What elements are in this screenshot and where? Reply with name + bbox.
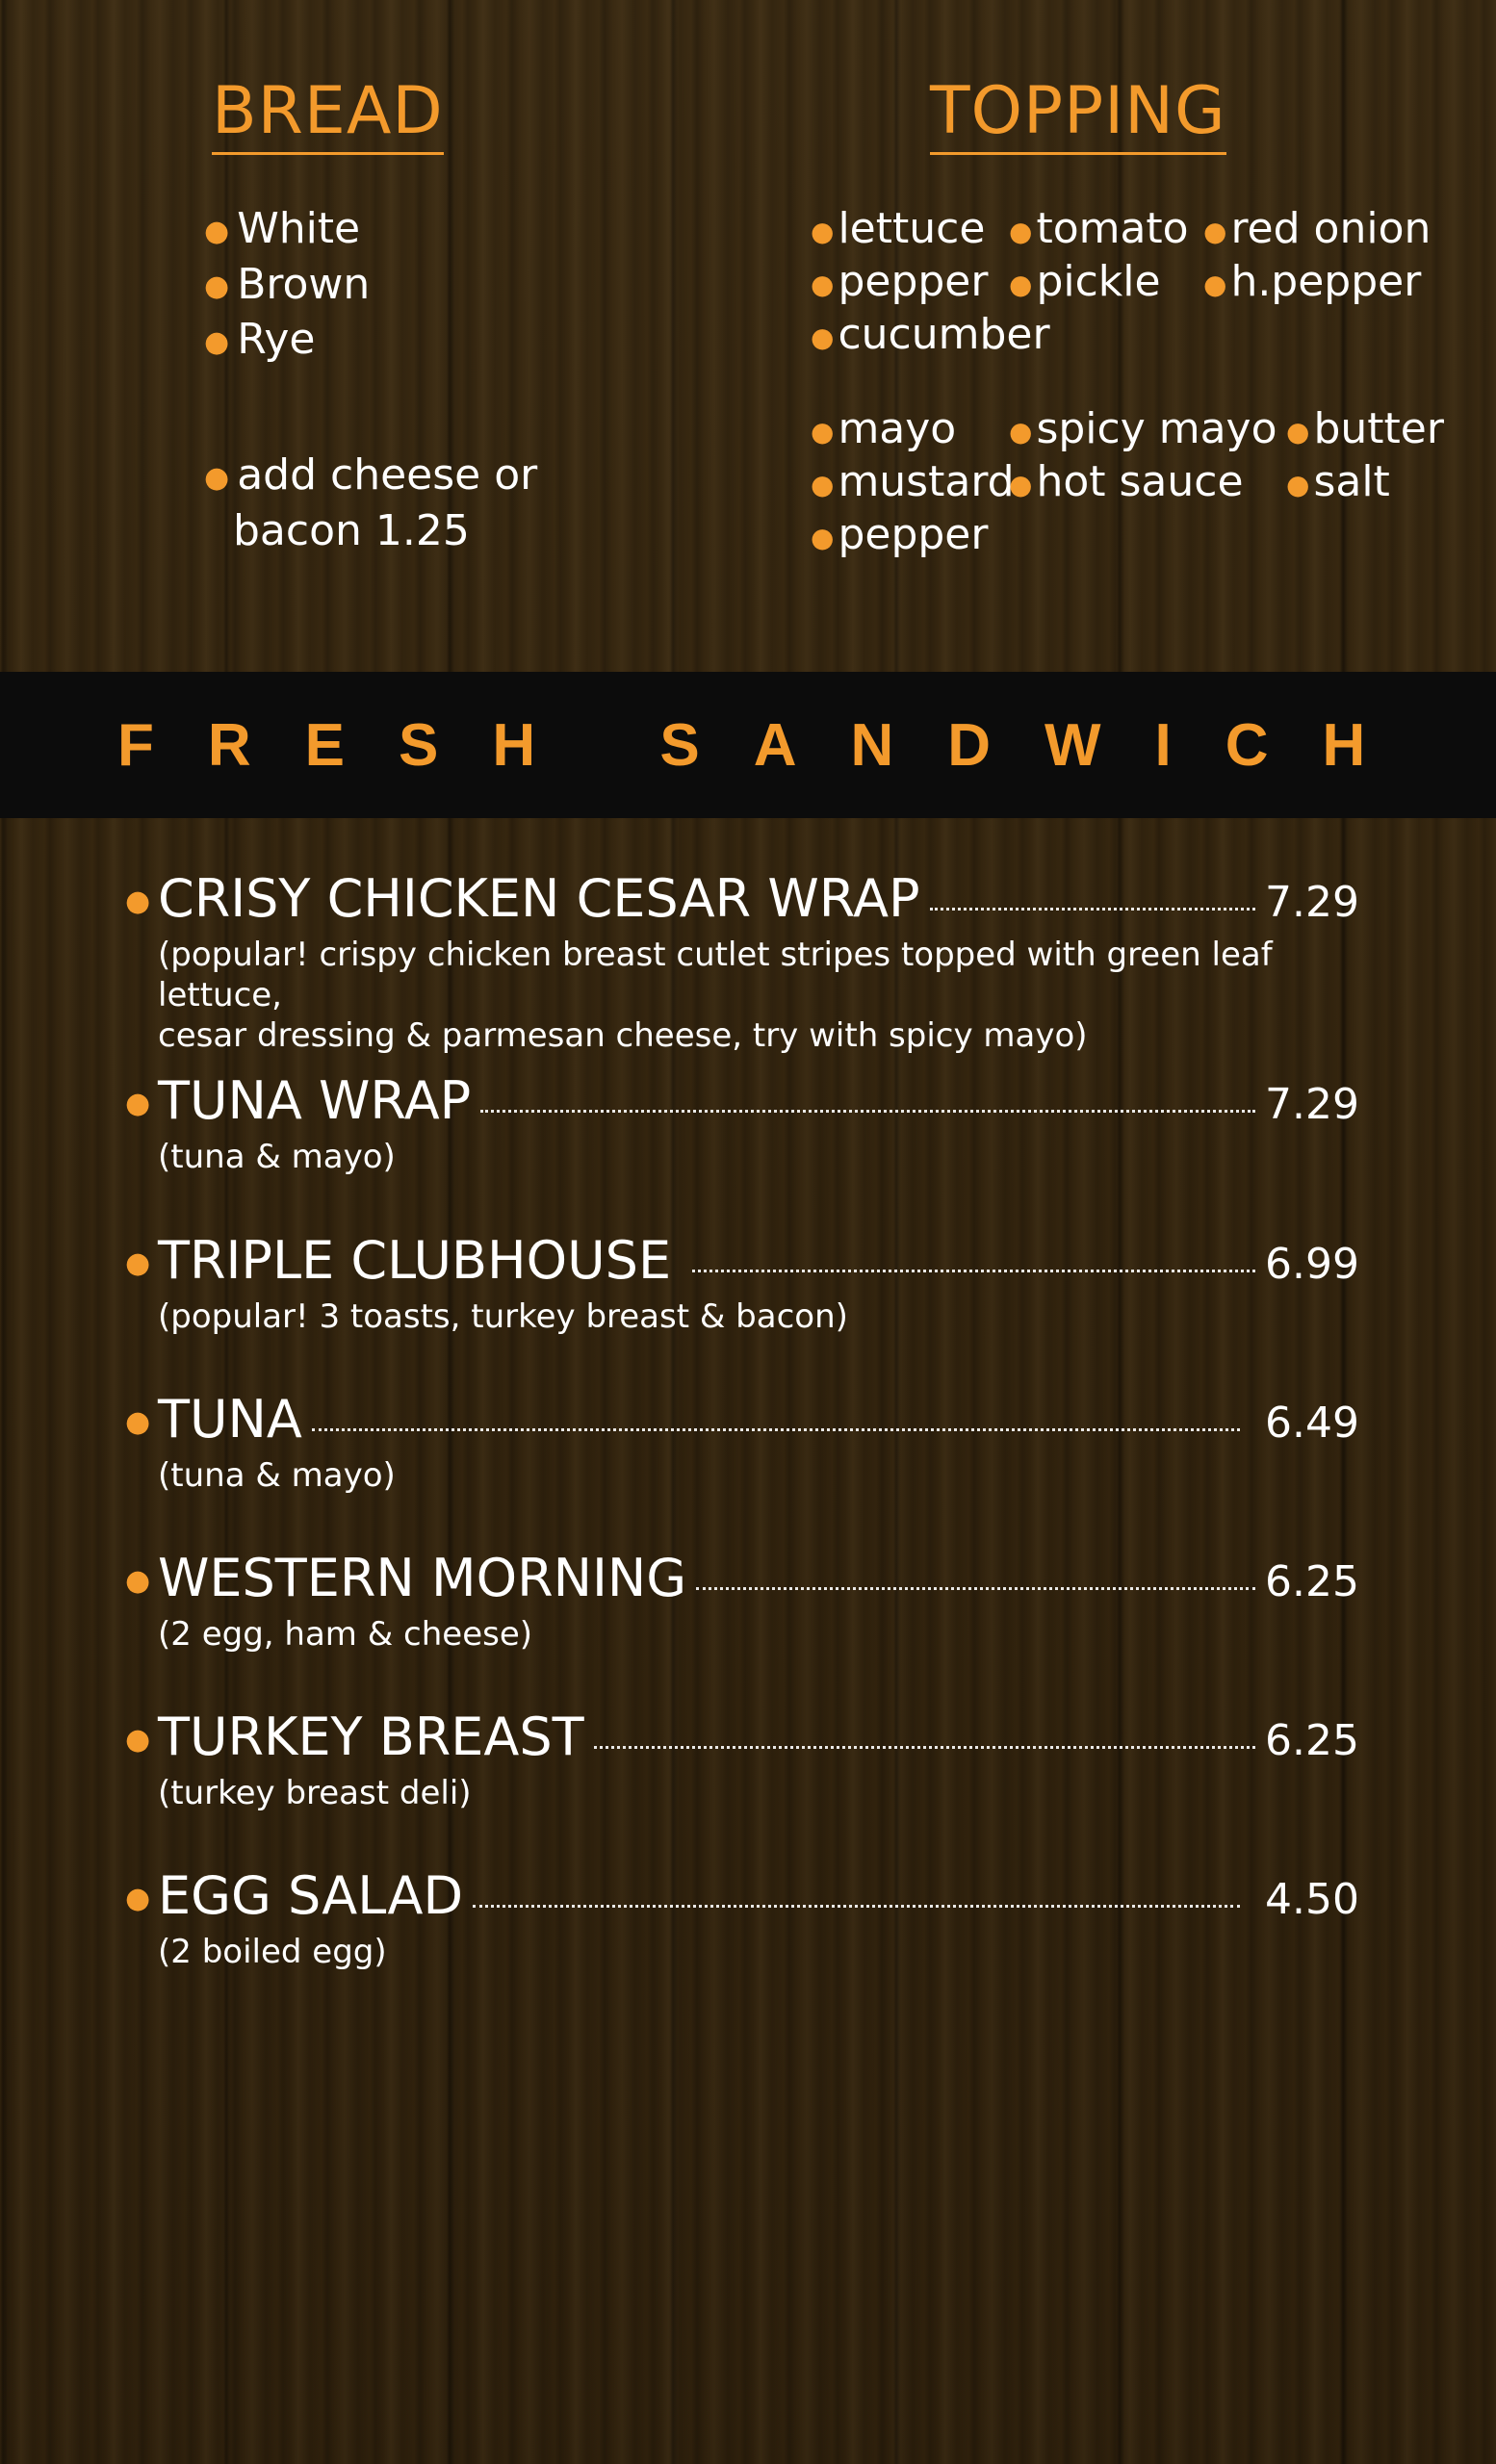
menu-item xyxy=(125,1230,1357,1337)
bullet-icon: ● xyxy=(204,460,230,495)
dotted-leader xyxy=(594,1746,1255,1749)
item-name: TUNA WRAP xyxy=(158,1070,472,1131)
item-price: 7.29 xyxy=(1265,1080,1359,1129)
bullet-icon: ● xyxy=(125,1087,151,1120)
list-item: ●pickle xyxy=(1009,257,1161,306)
item-description: (tuna & mayo) xyxy=(158,1456,396,1495)
bullet-icon: ● xyxy=(811,415,835,448)
dotted-leader xyxy=(692,1270,1255,1272)
section-banner xyxy=(0,672,1496,818)
bullet-icon: ● xyxy=(125,1405,151,1439)
menu-item xyxy=(125,1707,1357,1813)
dotted-leader xyxy=(480,1110,1255,1113)
item-price: 6.99 xyxy=(1265,1240,1359,1289)
bullet-icon: ● xyxy=(1009,215,1033,247)
item-name: TURKEY BREAST xyxy=(158,1707,584,1767)
topping-sauces xyxy=(811,402,1484,576)
bullet-icon: ● xyxy=(204,214,230,248)
list-item: ●pepper xyxy=(811,510,989,559)
item-name: EGG SALAD xyxy=(158,1865,464,1926)
list-item: ●h.pepper xyxy=(1203,257,1422,306)
item-price: 6.25 xyxy=(1265,1716,1359,1765)
list-item: ●cucumber xyxy=(811,310,1050,359)
item-description: (tuna & mayo) xyxy=(158,1138,396,1176)
list-item: ●spicy mayo xyxy=(1009,404,1277,453)
list-item: ●mustard xyxy=(811,457,1015,506)
menu-item xyxy=(125,1548,1357,1655)
topping-title: TOPPING xyxy=(930,79,1226,155)
bullet-icon: ● xyxy=(125,1723,151,1757)
item-description: (2 egg, ham & cheese) xyxy=(158,1615,533,1654)
bullet-icon: ● xyxy=(1286,415,1310,448)
list-item: ● Rye xyxy=(204,315,316,364)
bullet-icon: ● xyxy=(125,1564,151,1598)
list-item: ●mayo xyxy=(811,404,957,453)
item-name: CRISY CHICKEN CESAR WRAP xyxy=(158,868,920,929)
list-item: ●red onion xyxy=(1203,204,1432,253)
item-name: TRIPLE CLUBHOUSE xyxy=(158,1230,672,1291)
bullet-icon: ● xyxy=(811,268,835,300)
dotted-leader xyxy=(930,908,1255,911)
list-item: ●pepper xyxy=(811,257,989,306)
menu-item xyxy=(125,868,1357,1056)
bullet-icon: ● xyxy=(811,321,835,353)
bullet-icon: ● xyxy=(1286,468,1310,500)
dotted-leader xyxy=(473,1905,1240,1908)
bullet-icon: ● xyxy=(125,885,151,918)
bullet-icon: ● xyxy=(125,1246,151,1280)
item-price: 4.50 xyxy=(1265,1875,1359,1924)
menu-item xyxy=(125,1070,1357,1177)
item-description: (turkey breast deli) xyxy=(158,1774,472,1812)
list-item: ● Brown xyxy=(204,259,371,309)
item-description: (popular! 3 toasts, turkey breast & bacon) xyxy=(158,1297,848,1336)
bullet-icon: ● xyxy=(1203,215,1227,247)
topping-veggies xyxy=(811,202,1465,375)
list-item: ●hot sauce xyxy=(1009,457,1244,506)
menu-item xyxy=(125,1389,1357,1496)
bullet-icon: ● xyxy=(125,1882,151,1915)
bullet-icon: ● xyxy=(1009,415,1033,448)
list-item: ●tomato xyxy=(1009,204,1189,253)
bullet-icon: ● xyxy=(1009,268,1033,300)
menu-item xyxy=(125,1865,1357,1972)
bullet-icon: ● xyxy=(811,468,835,500)
bullet-icon: ● xyxy=(204,324,230,359)
bread-extra-line2: bacon 1.25 xyxy=(233,505,470,555)
item-price: 7.29 xyxy=(1265,878,1359,927)
bullet-icon: ● xyxy=(811,521,835,553)
list-item: ● White xyxy=(204,204,361,253)
bread-list xyxy=(204,202,370,369)
item-price: 6.49 xyxy=(1265,1399,1359,1448)
item-description: (2 boiled egg) xyxy=(158,1933,387,1971)
bread-title: BREAD xyxy=(212,79,444,155)
item-name: TUNA xyxy=(158,1389,302,1450)
bullet-icon: ● xyxy=(1009,468,1033,500)
bullet-icon: ● xyxy=(1203,268,1227,300)
bullet-icon: ● xyxy=(204,270,230,303)
banner-title: FRESH SANDWICH xyxy=(117,711,1420,779)
dotted-leader xyxy=(312,1428,1240,1431)
bread-extra-line1: add cheese or xyxy=(237,450,538,500)
bullet-icon: ● xyxy=(811,215,835,247)
list-item: ●lettuce xyxy=(811,204,986,253)
list-item: ●salt xyxy=(1286,457,1390,506)
item-description: (popular! crispy chicken breast cutlet stripes topped with green leaf lettuce, cesar dressing & parmesan cheese, try with spicy mayo) xyxy=(158,936,1273,1055)
dotted-leader xyxy=(696,1587,1255,1590)
list-item: ●butter xyxy=(1286,404,1444,453)
bread-extra xyxy=(204,449,537,557)
item-name: WESTERN MORNING xyxy=(158,1548,687,1608)
item-price: 6.25 xyxy=(1265,1557,1359,1606)
